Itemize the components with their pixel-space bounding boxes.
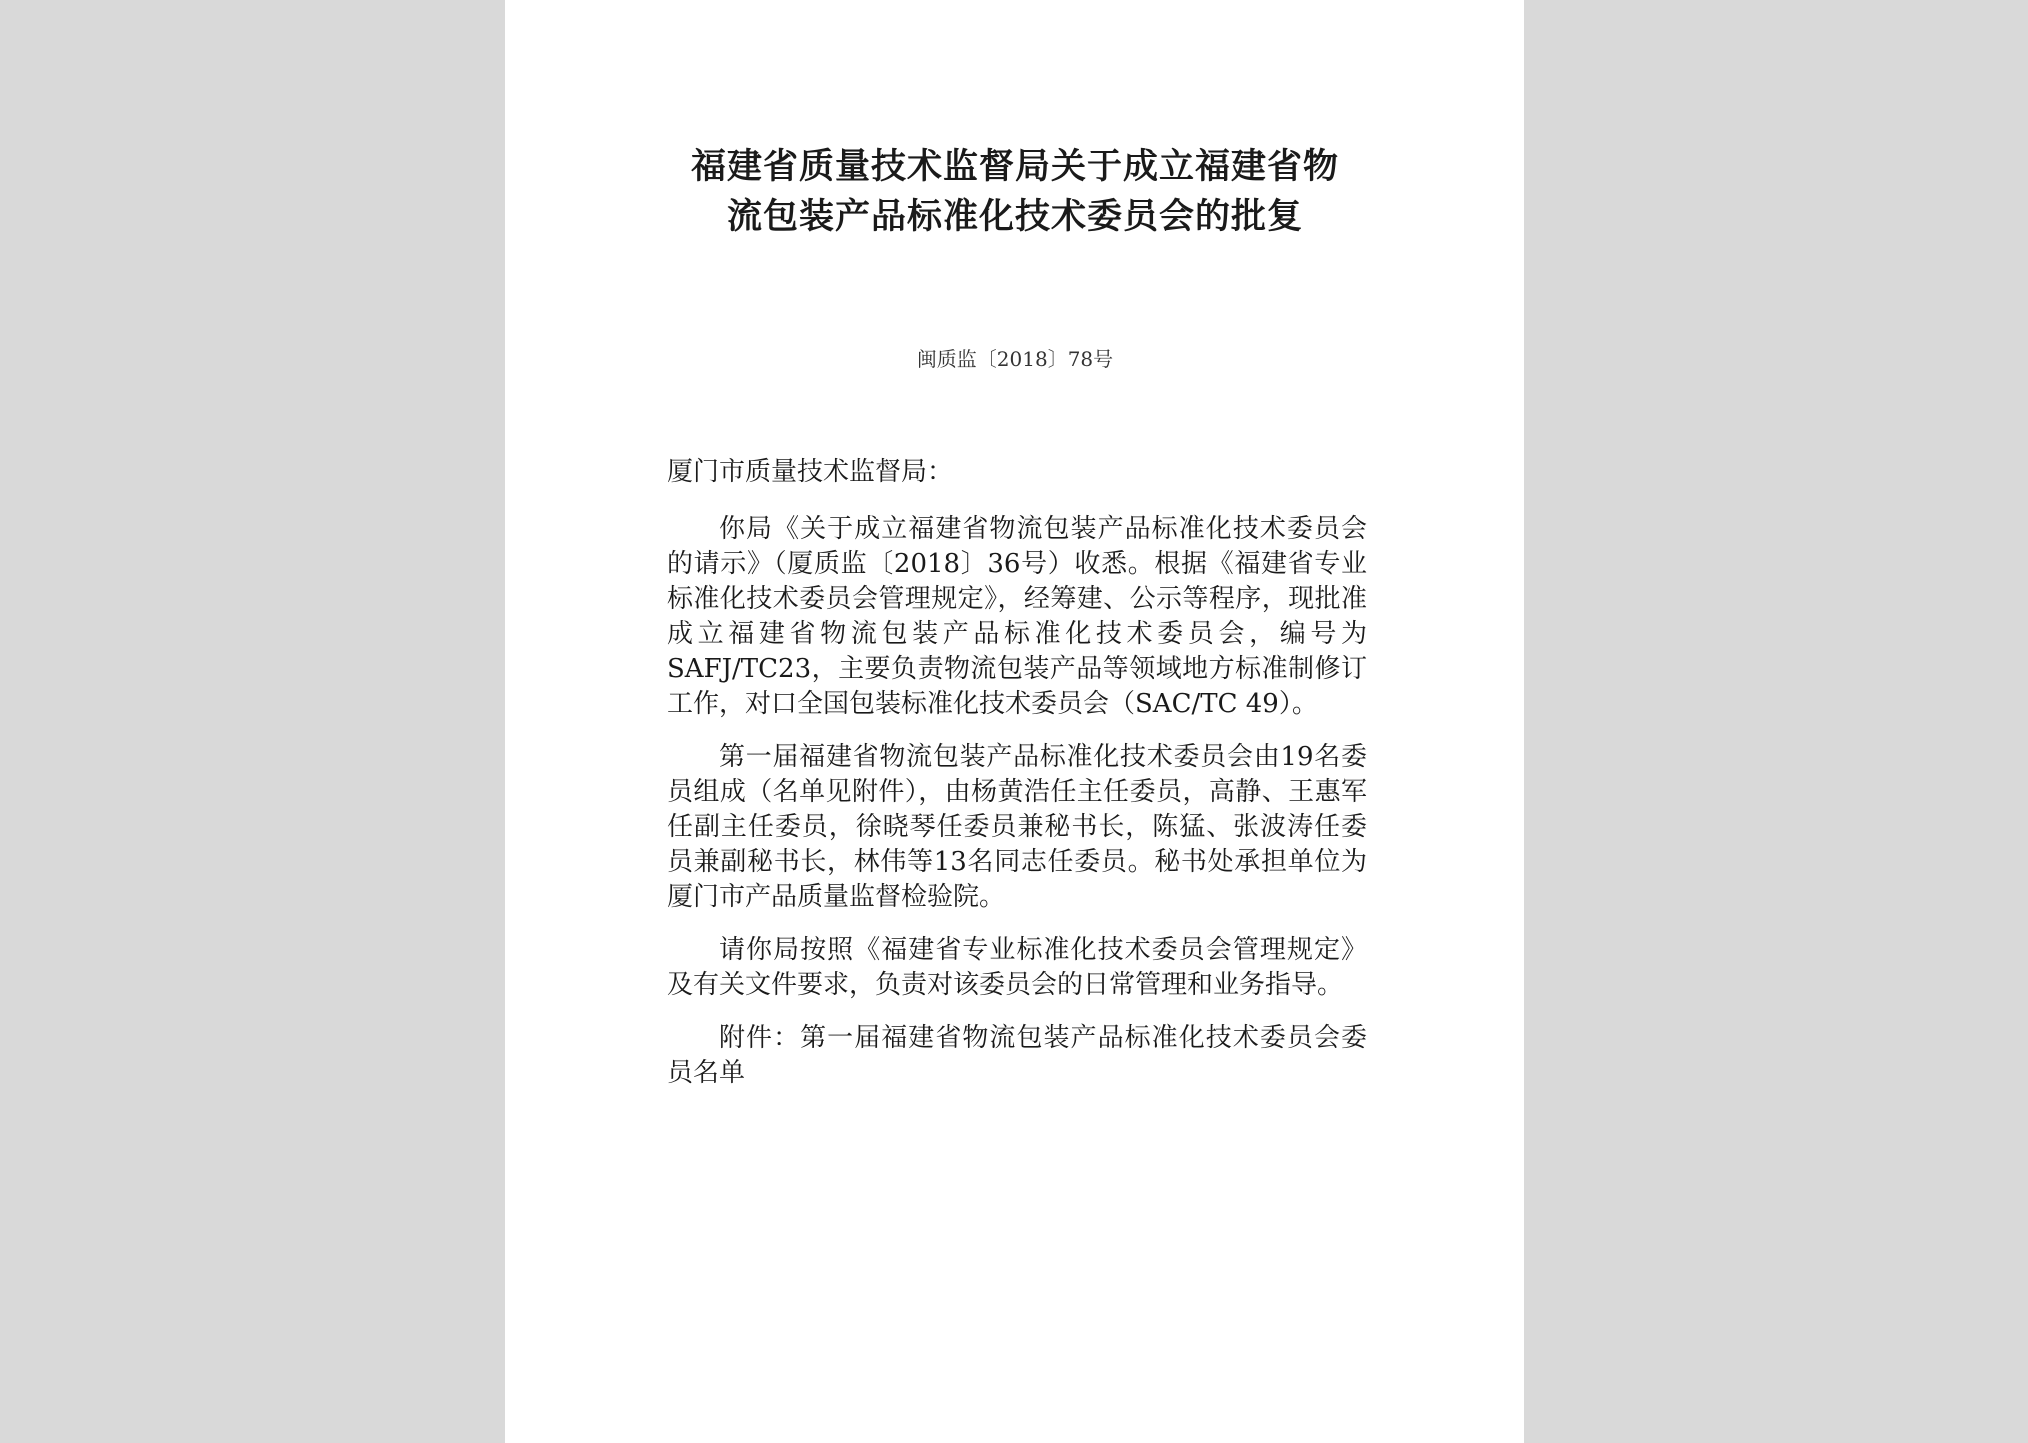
paragraph-members: 第一届福建省物流包装产品标准化技术委员会由19名委员组成（名单见附件），由杨黄浩任主任委员，高静、王惠军任副主任委员，徐晓琴任委员兼秘书长，陈猛、张波涛任委员兼副秘书长，林伟等13名同志任委员。秘书处承担单位为厦门市产品质量监督检验院。 — [667, 742, 1367, 912]
paragraph-attachment: 附件：第一届福建省物流包装产品标准化技术委员会委员名单 — [667, 1023, 1367, 1088]
document-title — [655, 142, 1375, 242]
document-page — [505, 0, 1524, 1443]
paragraph-approval: 你局《关于成立福建省物流包装产品标准化技术委员会的请示》（厦质监〔2018〕36号）收悉。根据《福建省专业标准化技术委员会管理规定》，经筹建、公示等程序，现批准成立福建省物流包装产品标准化技术委员会，编号为SAFJ/TC23，主要负责物流包装产品等领域地方标准制修订工作，对口全国包装标准化技术委员会（SAC/TC 49）。 — [667, 514, 1367, 719]
title-line-2: 流包装产品标准化技术委员会的批复 — [726, 197, 1303, 237]
title-line-1: 福建省质量技术监督局关于成立福建省物 — [690, 147, 1339, 187]
paragraph-management: 请你局按照《福建省专业标准化技术委员会管理规定》及有关文件要求，负责对该委员会的日常管理和业务指导。 — [667, 935, 1367, 1000]
document-body — [667, 455, 1367, 1109]
document-number: 闽质监〔2018〕78号 — [916, 347, 1114, 371]
salutation: 厦门市质量技术监督局： — [667, 457, 954, 487]
